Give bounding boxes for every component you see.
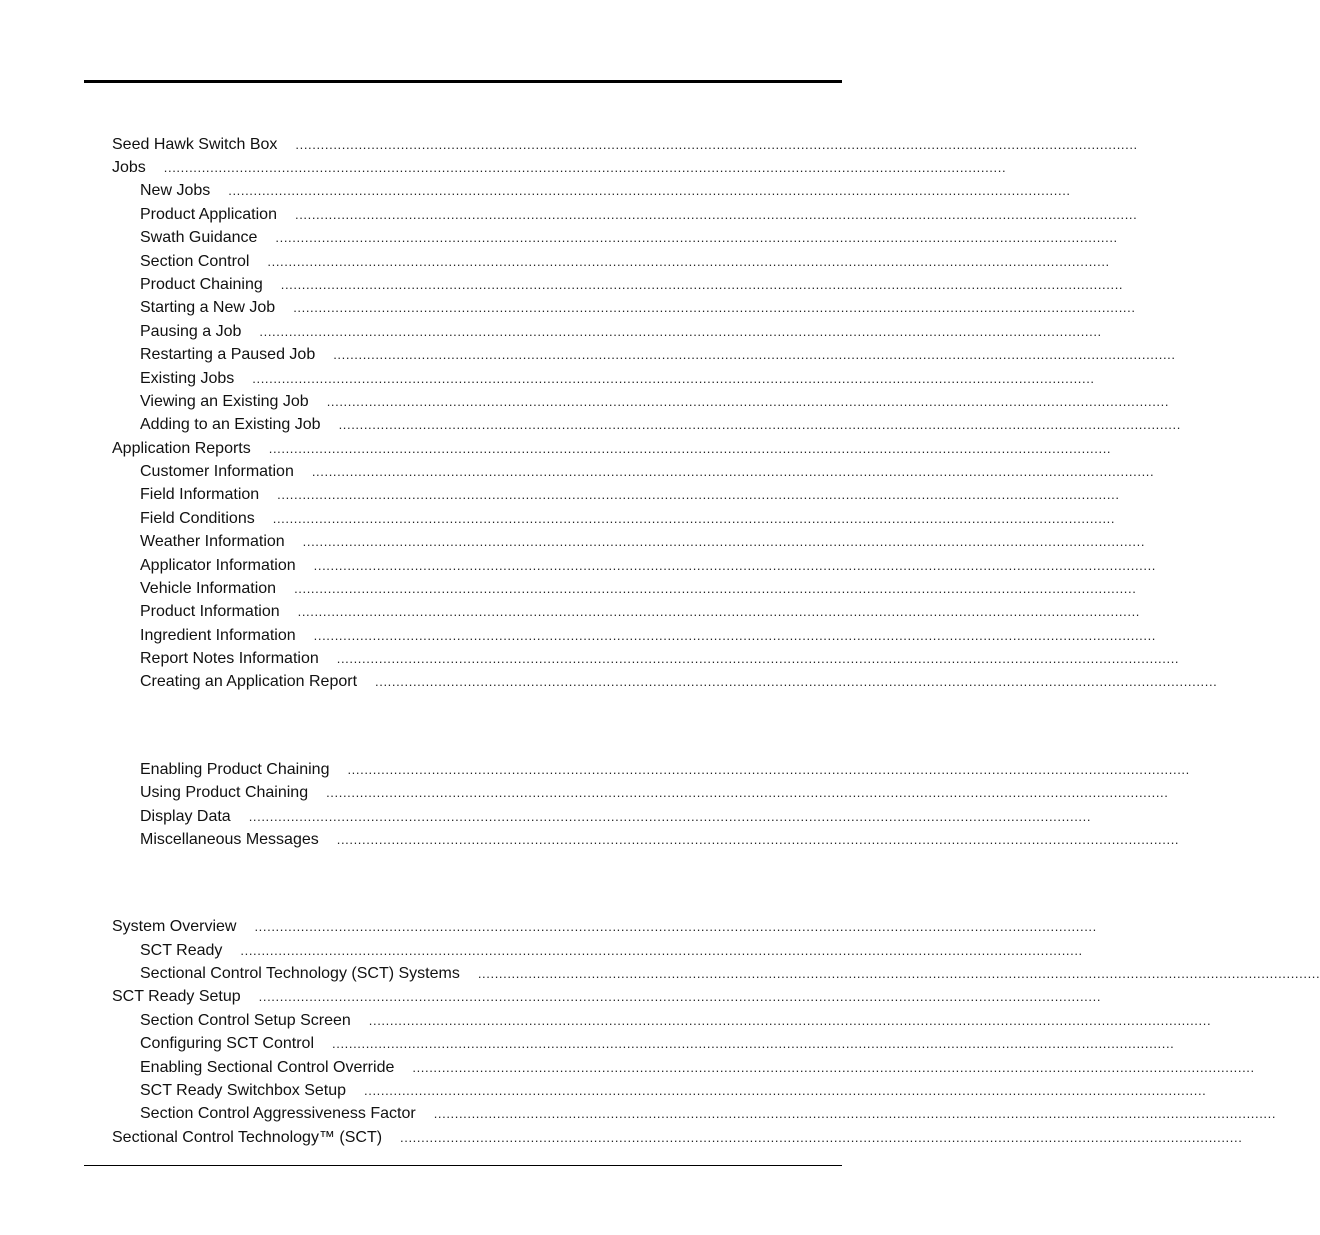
toc-dot-leader: ........................................................................................................................................................................................................ [294, 581, 1137, 596]
toc-entry [140, 556, 1157, 576]
toc-dot-leader: ........................................................................................................................................................................................................ [258, 989, 1102, 1004]
toc-dot-leader: ........................................................................................................................................................................................................ [347, 762, 1190, 777]
toc-entry [140, 626, 1157, 646]
toc-entry-title: SCT Ready Switchbox Setup [140, 1082, 347, 1099]
toc-entry [140, 485, 1120, 505]
toc-dot-leader: ........................................................................................................................................................................................................ [412, 1060, 1255, 1075]
toc-dot-leader: ........................................................................................................................................................................................................ [326, 785, 1169, 800]
toc-dot-leader: ........................................................................................................................................................................................................ [267, 254, 1110, 269]
toc-dot-leader: ........................................................................................................................................................................................................ [400, 1130, 1243, 1145]
toc-entry-title: Starting a New Job [140, 299, 276, 316]
toc-entry [112, 987, 1102, 1007]
toc-entry [112, 917, 1097, 937]
toc-entry-title: Applicator Information [140, 557, 296, 574]
toc-entry-title: Seed Hawk Switch Box [112, 136, 278, 153]
toc-entry-title: SCT Ready Setup [112, 988, 241, 1005]
toc-entry-title: Swath Guidance [140, 229, 258, 246]
toc-entry [140, 783, 1169, 803]
toc-entry [140, 205, 1138, 225]
toc-entry [140, 345, 1176, 365]
toc-entry [140, 1104, 1277, 1124]
toc-dot-leader: ........................................................................................................................................................................................................ [275, 230, 1118, 245]
toc-dot-leader: ........................................................................................................................................................................................................ [293, 300, 1136, 315]
toc-dot-leader: ........................................................................................................................................................................................................ [368, 1013, 1212, 1028]
toc-dot-leader: ........................................................................................................................................................................................................ [252, 371, 1095, 386]
toc-entry-title: Configuring SCT Control [140, 1035, 315, 1052]
toc-dot-leader: ........................................................................................................................................................................................................ [295, 137, 1138, 152]
toc-entry [140, 760, 1190, 780]
toc-dot-leader: ........................................................................................................................................................................................................ [332, 1036, 1175, 1051]
toc-entry-title: Report Notes Information [140, 650, 319, 667]
toc-entry-title: Ingredient Information [140, 627, 296, 644]
toc-dot-leader: ........................................................................................................................................................................................................ [313, 628, 1157, 643]
toc-dot-leader: ........................................................................................................................................................................................................ [268, 441, 1112, 456]
toc-entry-title: Product Information [140, 603, 280, 620]
toc-dot-leader: ........................................................................................................................................................................................................ [302, 534, 1146, 549]
toc-entry-title: Jobs [112, 159, 146, 176]
toc-dot-leader: ........................................................................................................................................................................................................ [477, 966, 1320, 981]
toc-entry-title: Enabling Sectional Control Override [140, 1059, 395, 1076]
toc-entry [140, 1081, 1207, 1101]
toc-entry-title: Pausing a Job [140, 323, 242, 340]
toc-entry [140, 602, 1140, 622]
toc-dot-leader: ........................................................................................................................................................................................................ [248, 809, 1092, 824]
toc-dot-leader: ........................................................................................................................................................................................................ [336, 832, 1180, 847]
toc-dot-leader: ........................................................................................................................................................................................................ [163, 160, 1007, 175]
toc-entry-title: Viewing an Existing Job [140, 393, 309, 410]
toc-entry-title: Creating an Application Report [140, 673, 358, 690]
toc-entry [112, 135, 1138, 155]
toc-dot-leader: ........................................................................................................................................................................................................ [228, 183, 1071, 198]
toc-entry [140, 807, 1092, 827]
toc-entry-title: Sectional Control Technology™ (SCT) [112, 1129, 383, 1146]
toc-entry-title: Field Conditions [140, 510, 255, 527]
toc-entry [112, 1128, 1243, 1148]
toc-entry-title: Section Control Setup Screen [140, 1012, 351, 1029]
toc-entry [140, 941, 1083, 961]
toc-entry-title: Enabling Product Chaining [140, 761, 330, 778]
toc-entry-title: New Jobs [140, 182, 211, 199]
toc-entry-title: Product Application [140, 206, 277, 223]
toc-entry-title: Existing Jobs [140, 370, 235, 387]
toc-dot-leader: ........................................................................................................................................................................................................ [333, 347, 1176, 362]
toc-dot-leader: ........................................................................................................................................................................................................ [297, 604, 1140, 619]
toc-entry [140, 1011, 1212, 1031]
toc-entry-title: Display Data [140, 808, 231, 825]
toc-entry [140, 1034, 1175, 1054]
toc-entry [140, 415, 1181, 435]
toc-entry [140, 1058, 1255, 1078]
toc-dot-leader: ........................................................................................................................................................................................................ [259, 324, 1102, 339]
toc-dot-leader: ........................................................................................................................................................................................................ [336, 651, 1180, 666]
toc-entry-title: Adding to an Existing Job [140, 416, 321, 433]
toc-dot-leader: ........................................................................................................................................................................................................ [326, 394, 1170, 409]
header-rule [84, 80, 842, 83]
toc-dot-leader: ........................................................................................................................................................................................................ [280, 277, 1124, 292]
toc-entry [140, 509, 1116, 529]
toc-entry-title: Miscellaneous Messages [140, 831, 319, 848]
toc-entry [140, 369, 1095, 389]
toc-entry [140, 462, 1155, 482]
toc-dot-leader: ........................................................................................................................................................................................................ [294, 207, 1138, 222]
toc-entry-title: Product Chaining [140, 276, 263, 293]
toc-entry [140, 275, 1124, 295]
toc-entry-title: Application Reports [112, 440, 251, 457]
toc-entry [140, 298, 1136, 318]
toc-dot-leader: ........................................................................................................................................................................................................ [375, 674, 1218, 689]
toc-entry [140, 964, 1320, 984]
toc-entry-title: Using Product Chaining [140, 784, 309, 801]
toc-entry [140, 181, 1071, 201]
toc-entry [140, 252, 1110, 272]
toc-entry [140, 579, 1137, 599]
toc-dot-leader: ........................................................................................................................................................................................................ [254, 919, 1097, 934]
toc-entry-title: Field Information [140, 486, 260, 503]
toc-entry-title: Weather Information [140, 533, 285, 550]
toc-dot-leader: ........................................................................................................................................................................................................ [433, 1106, 1277, 1121]
toc-entry-title: System Overview [112, 918, 237, 935]
toc-entry-title: Restarting a Paused Job [140, 346, 316, 363]
toc-dot-leader: ........................................................................................................................................................................................................ [338, 417, 1181, 432]
toc-entry [140, 392, 1170, 412]
toc-dot-leader: ........................................................................................................................................................................................................ [277, 487, 1120, 502]
toc-entry-title: SCT Ready [140, 942, 223, 959]
toc-entry-title: Section Control [140, 253, 250, 270]
toc-entry [140, 532, 1146, 552]
toc-entry [112, 158, 1007, 178]
toc-dot-leader: ........................................................................................................................................................................................................ [240, 943, 1083, 958]
toc-entry-title: Sectional Control Technology (SCT) Systems [140, 965, 460, 982]
toc-entry [112, 439, 1112, 459]
toc-dot-leader: ........................................................................................................................................................................................................ [311, 464, 1155, 479]
footer-rule [84, 1165, 842, 1166]
toc-dot-leader: ........................................................................................................................................................................................................ [272, 511, 1116, 526]
toc-entry [140, 649, 1180, 669]
toc-dot-leader: ........................................................................................................................................................................................................ [364, 1083, 1207, 1098]
toc-entry-title: Customer Information [140, 463, 294, 480]
toc-entry [140, 830, 1180, 850]
toc-entry [140, 322, 1102, 342]
toc-entry [140, 672, 1218, 692]
toc-entry-title: Section Control Aggressiveness Factor [140, 1105, 416, 1122]
toc-entry [140, 228, 1118, 248]
toc-dot-leader: ........................................................................................................................................................................................................ [313, 558, 1157, 573]
toc-entry-title: Vehicle Information [140, 580, 277, 597]
